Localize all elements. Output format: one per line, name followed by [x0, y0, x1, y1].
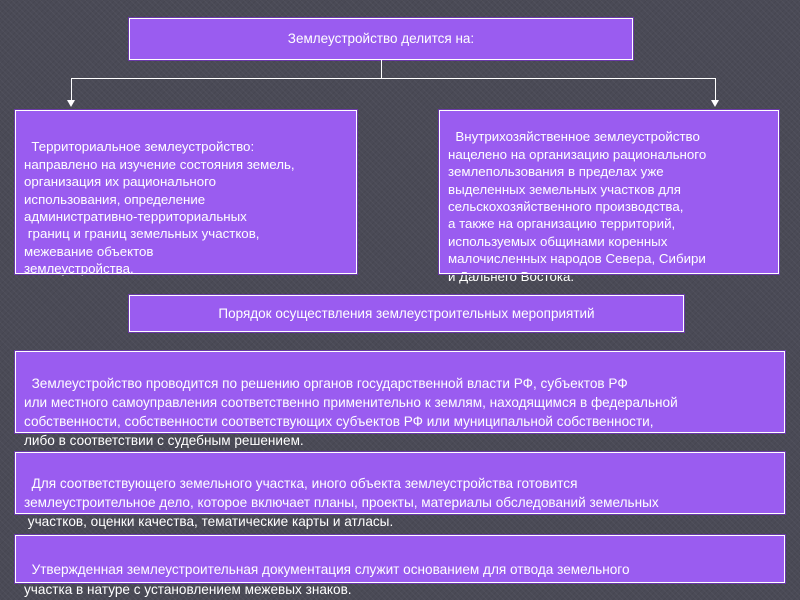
order-text: Порядок осуществления землеустроительных мероприятий — [218, 305, 595, 321]
arrow-right-icon — [711, 100, 719, 107]
intrafarm-box — [439, 110, 779, 284]
info-text-3: Утвержденная землеустроительная документация служит основанием для отвода земельного участка в натуре с установлением межевых знаков. — [24, 562, 630, 597]
connector-horizontal — [71, 78, 715, 79]
order-box — [129, 295, 684, 332]
info-text-1: Землеустройство проводится по решению органов государственной власти РФ, субъектов РФ или местного самоуправления соответственно применительно к землям, находящимся в федеральной собственности, собственности соответствующих субъектов РФ или муниципальной собственности, либо в соответствии с судебным решением. — [24, 376, 678, 448]
territorial-text: Территориальное землеустройство: направлено на изучение состояния земель, организация их рационального использования, определение административно-территориальных границ и границ земельных участков, межевание объектов землеустройства. — [24, 139, 295, 277]
connector-vertical-top — [381, 60, 382, 78]
info-text-2: Для соответствующего земельного участка, иного объекта землеустройства готовится землеустроительное дело, которое включает планы, проекты, материалы обследований земельных участков, оценки качества, тематические карты и атласы. — [24, 476, 659, 529]
info-box-1 — [15, 351, 785, 448]
territorial-box — [15, 110, 357, 277]
connector-right-down — [715, 78, 716, 100]
intrafarm-text: Внутрихозяйственное землеустройство нацелено на организацию рационального землепользования в пределах уже выделенных земельных участков для сельскохозяйственного производства, а также на организацию территорий, используемых общинами коренных малочисленных народов Севера, Сибири и Дальнего Востока. — [448, 129, 707, 284]
title-box — [129, 18, 633, 60]
connector-left-down — [71, 78, 72, 100]
arrow-left-icon — [67, 100, 75, 107]
info-box-3 — [15, 535, 785, 597]
info-box-2 — [15, 452, 785, 529]
title-text: Землеустройство делится на: — [287, 31, 475, 46]
